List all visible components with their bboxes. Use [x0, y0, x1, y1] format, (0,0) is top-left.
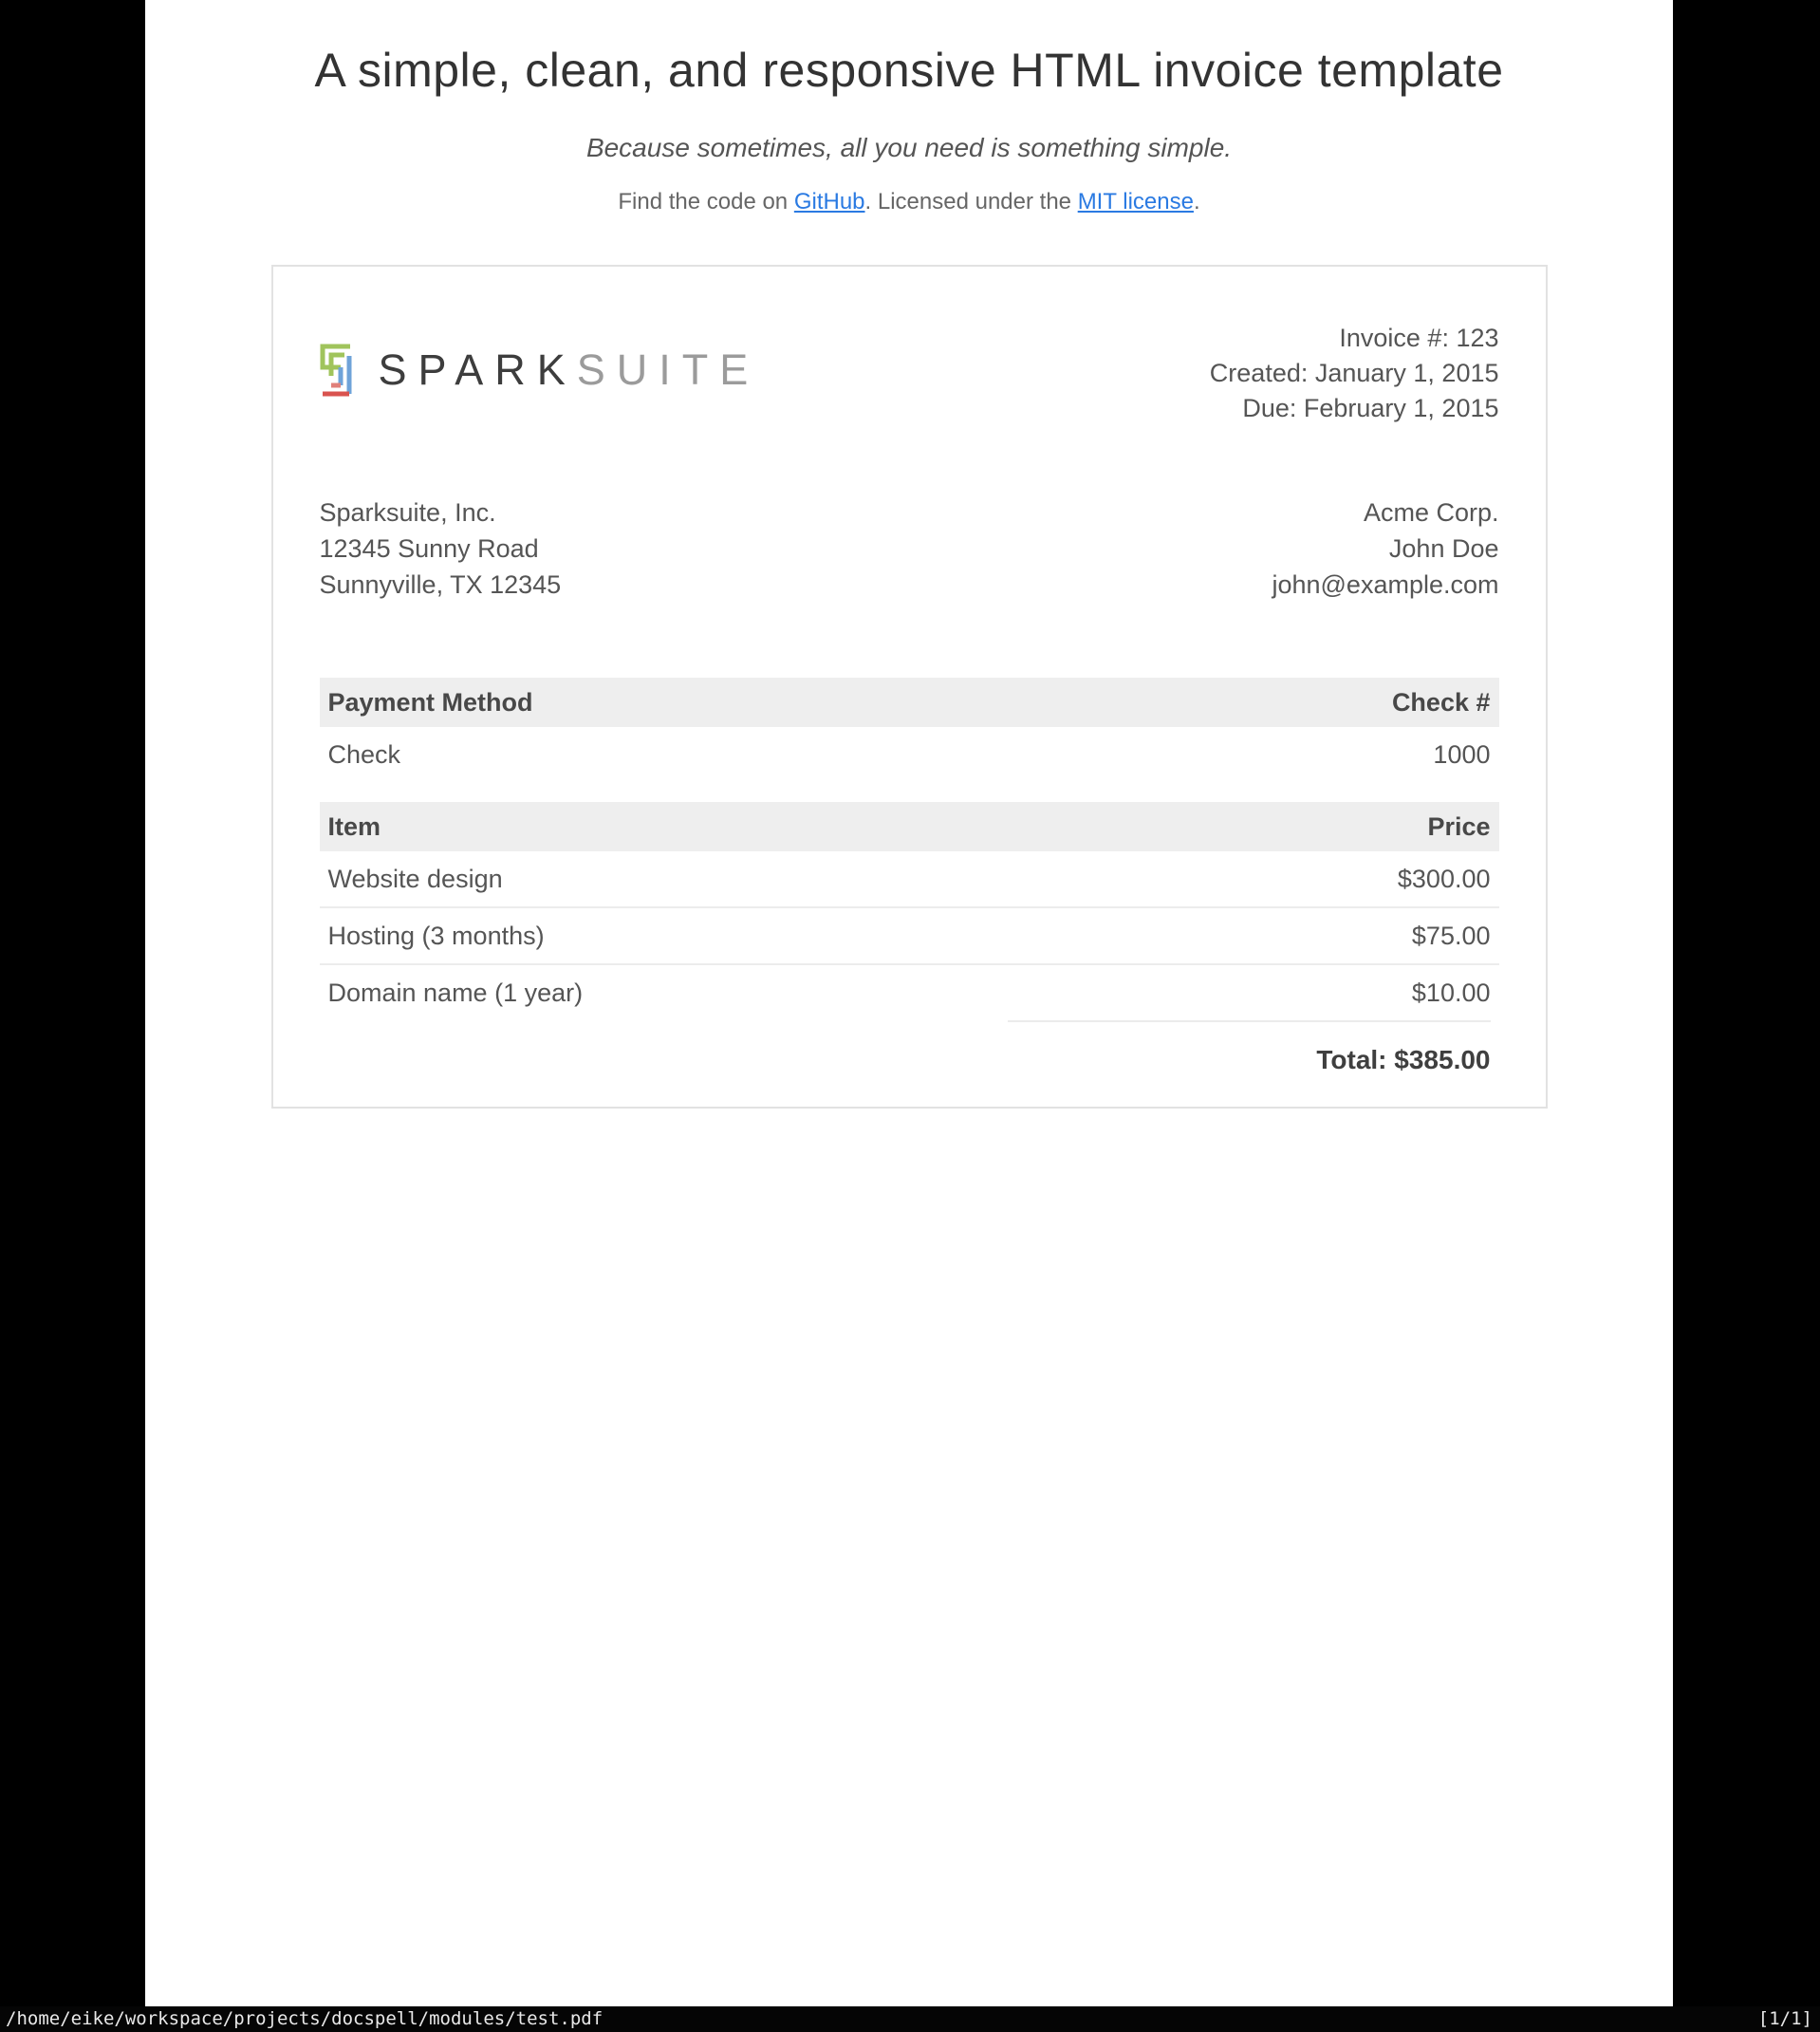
- item-header: Item: [327, 811, 381, 841]
- billing-to-address: [1272, 494, 1498, 603]
- check-number-value: 1000: [1433, 739, 1491, 769]
- item-name: Domain name (1 year): [327, 978, 584, 1007]
- to-email: john@example.com: [1272, 569, 1499, 599]
- invoice-due-date: Due: February 1, 2015: [1242, 393, 1499, 422]
- invoice-number: Invoice #: 123: [1339, 323, 1499, 352]
- items-table: [320, 802, 1499, 1073]
- page-subtitle: Because sometimes, all you need is something simple.: [585, 132, 1233, 162]
- mit-license-link[interactable]: MIT license: [1077, 188, 1194, 214]
- item-price: $300.00: [1397, 864, 1491, 893]
- to-person: John Doe: [1388, 533, 1499, 563]
- invoice-total: Total: $385.00: [1008, 1020, 1490, 1073]
- item-name: Website design: [327, 864, 503, 893]
- item-row: [320, 851, 1499, 908]
- payment-method-value: Check: [327, 739, 401, 769]
- page-title: A simple, clean, and responsive HTML invoice template: [314, 44, 1504, 97]
- item-row: [320, 965, 1499, 1020]
- from-city: Sunnyville, TX 12345: [319, 569, 562, 599]
- payment-table: [320, 678, 1499, 802]
- addresses-section: [320, 494, 1499, 603]
- brand-wordmark: [379, 345, 760, 395]
- company-logo: [320, 344, 760, 397]
- check-number-header: Check #: [1391, 687, 1491, 717]
- links-suffix-text: .: [1193, 188, 1200, 214]
- total-row: [320, 1020, 1499, 1073]
- billing-from-address: [320, 494, 562, 603]
- item-name: Hosting (3 months): [327, 921, 545, 950]
- statusbar-file-path: /home/eike/workspace/projects/docspell/modules/test.pdf: [6, 2008, 604, 2029]
- github-link[interactable]: GitHub: [793, 188, 865, 214]
- from-company: Sparksuite, Inc.: [319, 497, 496, 527]
- payment-method-header: Payment Method: [327, 687, 533, 717]
- sparksuite-logo-icon: [320, 344, 352, 397]
- brand-primary-text: SPARK: [378, 345, 577, 394]
- invoice-created-date: Created: January 1, 2015: [1209, 358, 1499, 387]
- to-company: Acme Corp.: [1363, 497, 1499, 527]
- statusbar-page-indicator: [1/1]: [1757, 2008, 1812, 2029]
- total-row-spacer: [328, 1020, 1009, 1073]
- items-table-header: [320, 802, 1499, 851]
- from-street: 12345 Sunny Road: [319, 533, 539, 563]
- invoice-meta: [1210, 321, 1499, 426]
- links-middle-text: . Licensed under the: [864, 188, 1078, 214]
- item-price: $10.00: [1411, 978, 1491, 1007]
- item-row: [320, 908, 1499, 965]
- links-line: [145, 188, 1673, 216]
- payment-table-header: [320, 678, 1499, 727]
- price-header: Price: [1427, 811, 1491, 841]
- invoice-card: [271, 265, 1548, 1109]
- brand-secondary-text: SUITE: [576, 345, 760, 394]
- item-price: $75.00: [1411, 921, 1491, 950]
- viewer-statusbar: [0, 2006, 1820, 2032]
- invoice-card-header: [320, 321, 1499, 426]
- pdf-page: [145, 0, 1673, 2006]
- links-prefix-text: Find the code on: [618, 188, 794, 214]
- payment-table-row: [320, 727, 1499, 802]
